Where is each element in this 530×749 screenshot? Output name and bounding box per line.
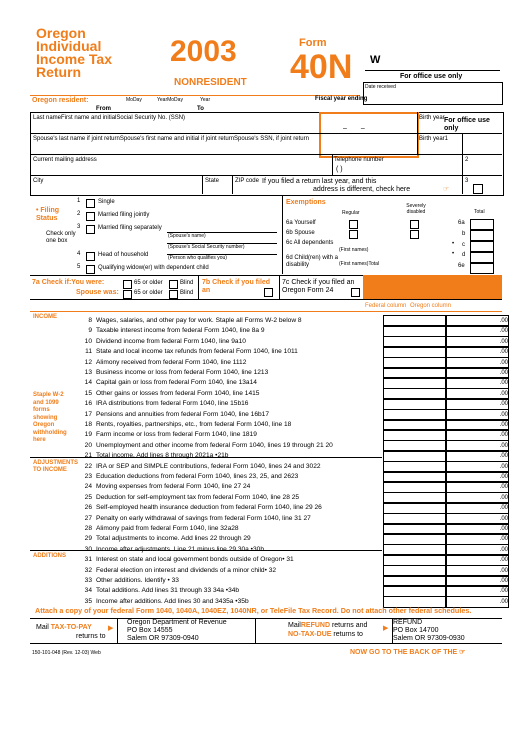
line-23	[80, 472, 298, 481]
ssn-orange-box	[319, 112, 419, 158]
line-19-amounts	[383, 429, 508, 440]
filing-bullet-icon: •	[36, 207, 41, 214]
person-qualifies-hint: (Person who qualifies you)	[168, 255, 227, 261]
oregon-amount-field[interactable]: .00	[446, 481, 509, 493]
line-number: 19	[84, 431, 92, 438]
line-text: Education deductions from federal Form 1040, lines 23, 25, and 2623	[96, 473, 299, 480]
exempt-spouse: 6b Spouse	[286, 230, 315, 236]
line-text: Federal election on interest and dividends of a minor child• 32	[96, 567, 277, 574]
oregon-amount-field[interactable]: .00	[446, 533, 509, 545]
ssn-dashes: – –	[343, 125, 371, 132]
oregon-amount-field[interactable]: .00	[446, 523, 509, 535]
line-text: Other additions. Identify • 33	[96, 577, 179, 584]
form-number: 40N	[290, 48, 353, 86]
line-text: IRA or SEP and SIMPLE contributions, federal Form 1040, lines 24 and 3022	[96, 463, 321, 470]
oregon-amount-field[interactable]: .00	[446, 367, 509, 379]
line-number: 25	[84, 494, 92, 501]
spouse-blind-checkbox[interactable]	[169, 290, 178, 299]
adjustments-section-label: ADJUSTMENTS TO INCOME	[33, 460, 79, 473]
line-text: Alimony paid from federal Form 1040, line 32a28	[96, 525, 239, 532]
line-number: 33	[84, 577, 92, 584]
mailing-address-field[interactable]: Current mailing address	[33, 157, 97, 163]
line-text: Taxable interest income from federal Form 1040, line 8a 9	[96, 327, 265, 334]
line-32	[80, 566, 276, 575]
line-text: Unemployment and other income from federal Form 1040, lines 19 through 21 20	[96, 442, 333, 449]
spouse-name-hint: (Spouse's name)	[168, 233, 206, 239]
line-26	[80, 503, 322, 512]
oregon-amount-field[interactable]: .00	[446, 429, 509, 441]
filing-head-household-checkbox[interactable]	[86, 252, 95, 261]
line-text: Dividend income from federal Form 1040, line 9a10	[96, 338, 246, 345]
oregon-amount-field[interactable]: .00	[446, 398, 509, 410]
line-8	[80, 316, 302, 325]
line-number: 14	[84, 379, 92, 386]
state-field[interactable]: State	[205, 178, 220, 184]
oregon-amount-field[interactable]: .00	[446, 388, 509, 400]
oregon-resident-label: Oregon resident:	[32, 97, 89, 104]
tax-year: 2003	[170, 35, 237, 68]
line-14-amounts	[383, 377, 508, 388]
address-change-checkbox[interactable]	[473, 184, 483, 194]
oregon-amount-field[interactable]: .00	[446, 419, 509, 431]
first-names-total-hint: (First names)Total	[339, 261, 380, 267]
oregon-amount-field[interactable]: .00	[446, 409, 509, 421]
birth-year-field[interactable]: Birth year	[419, 115, 445, 121]
date-part-2: YearMoDay	[157, 97, 183, 103]
line-number: 9	[88, 327, 92, 334]
filing-joint-checkbox[interactable]	[86, 212, 95, 221]
oregon-amount-field[interactable]: .00	[446, 461, 509, 473]
side-number-3: 3	[465, 178, 469, 184]
line-number: 22	[84, 463, 92, 470]
mail-refund: MailREFUND returns and NO-TAX-DUE returns to	[288, 622, 368, 638]
income-section-label: INCOME	[33, 314, 57, 320]
line-24	[80, 482, 250, 491]
exempt-total-a[interactable]	[470, 219, 494, 230]
attach-note: Attach a copy of your federal Form 1040, 1040A, 1040EZ, 1040NR, or TeleFile Tax Record. Do not attach other federal schedules.	[35, 606, 472, 615]
oregon-amount-field[interactable]: .00	[446, 450, 509, 462]
filing-head-household-label: Head of household	[98, 252, 149, 258]
telephone-parens: ( )	[336, 166, 343, 173]
exempt-yourself: 6a Yourself	[286, 220, 316, 226]
line-16	[80, 399, 248, 408]
line-31-amounts	[383, 554, 508, 565]
line-27	[80, 514, 311, 523]
line-number: 20	[84, 442, 92, 449]
office-use-label: For office use only	[400, 73, 463, 80]
mail-tax-to-pay: Mail TAX-TO-PAY returns to	[36, 624, 106, 640]
oregon-amount-field[interactable]: .00	[446, 315, 509, 327]
spouse-birth-year-field[interactable]: Birth year1	[419, 136, 449, 142]
oregon-amount-field[interactable]: .00	[446, 544, 509, 556]
address-change-note-2: address is different, check here	[313, 186, 411, 193]
line-35	[80, 597, 249, 606]
line-29-amounts	[383, 533, 508, 544]
go-back-note: NOW GO TO THE BACK OF THE ☞	[350, 649, 466, 656]
pay-pointer-icon: ▶	[108, 625, 114, 632]
oregon-amount-field[interactable]: .00	[446, 575, 509, 587]
line-number: 32	[84, 567, 92, 574]
you-blind-checkbox[interactable]	[169, 280, 178, 289]
office-rule	[365, 70, 500, 71]
additions-section-label: ADDITIONS	[33, 553, 66, 559]
spouse-disabled-checkbox[interactable]	[410, 230, 419, 239]
oregon-amount-field[interactable]: .00	[446, 440, 509, 452]
line-17	[80, 410, 269, 419]
line-text: Capital gain or loss from federal Form 1040, line 13a14	[96, 379, 257, 386]
filing-widow-label: Qualifying widow(er) with dependent child	[98, 265, 209, 271]
exempt-total-d[interactable]	[470, 252, 494, 263]
yourself-regular-checkbox[interactable]	[349, 220, 358, 229]
line-number: 12	[84, 359, 92, 366]
filing-single-label: Single	[98, 199, 115, 205]
line-text: Moving expenses from federal Form 1040, line 27 24	[96, 483, 251, 490]
line-31	[80, 555, 294, 564]
line-34	[80, 586, 239, 595]
exempt-dependents: 6c All dependents	[286, 240, 334, 246]
orange-block	[363, 275, 502, 299]
line-21-amounts	[383, 450, 508, 461]
for-office-label: For office use only	[444, 117, 490, 132]
line-25	[80, 493, 299, 502]
line-9	[80, 326, 265, 335]
telephone-field[interactable]: Telephone number	[334, 157, 384, 163]
oregon-amount-field[interactable]: .00	[446, 596, 509, 608]
line-26-amounts	[383, 502, 508, 513]
line-text: Interest on state and local government bonds outside of Oregon• 31	[96, 556, 294, 563]
line-18	[80, 420, 291, 429]
go-back-pointer-icon: ☞	[459, 649, 466, 656]
check-if-label: 7a Check if:You were:	[32, 279, 105, 286]
refund-address: REFUND PO Box 14700 Salem OR 97309-0930	[393, 619, 465, 642]
oregon-amount-field[interactable]: .00	[446, 502, 509, 514]
line-number: 24	[84, 483, 92, 490]
line-text: Income after additions. Add lines 30 and 3435a •35b	[96, 598, 249, 605]
line-12	[80, 358, 246, 367]
filing-check-note: Check only one box	[46, 231, 76, 244]
check-7c-label: 7c Check if you filed an Oregon Form 24	[282, 279, 355, 294]
line-number: 18	[84, 421, 92, 428]
line-text: State and local income tax refunds from federal Form 1040, line 1011	[96, 348, 298, 355]
line-text: Farm income or loss from federal Form 1040, line 1819	[96, 431, 257, 438]
address-change-note-1: If you filed a return last year, and this	[262, 178, 377, 185]
line-16-amounts	[383, 398, 508, 409]
total-col-label: Total	[474, 209, 485, 215]
line-number: 21	[84, 452, 92, 459]
line-text: Total additions. Add lines 31 through 33 34a •34b	[96, 587, 240, 594]
line-number: 34	[84, 587, 92, 594]
oregon-column-label: Oregon column	[410, 303, 452, 309]
line-text: Self-employed health insurance deduction from federal Form 1040, line 29 26	[96, 504, 322, 511]
check-7c-checkbox[interactable]	[351, 288, 360, 297]
line-13	[80, 368, 268, 377]
filing-single-checkbox[interactable]	[86, 199, 95, 208]
filing-status-label: • Filing Status	[36, 207, 60, 222]
line-number: 16	[84, 400, 92, 407]
refund-pointer-icon: ▶	[383, 625, 389, 632]
oregon-amount-field[interactable]: .00	[446, 471, 509, 483]
line-number: 27	[84, 515, 92, 522]
line-10	[80, 337, 246, 346]
line-number: 23	[84, 473, 92, 480]
line-number: 31	[84, 556, 92, 563]
line-29	[80, 534, 251, 543]
line-text: Wages, salaries, and other pay for work. Staple all Forms W-2 below 8	[96, 317, 302, 324]
line-text: Deduction for self-employment tax from federal Form 1040, line 28 25	[96, 494, 300, 501]
dept-address: Oregon Department of Revenue PO Box 14555 Salem OR 97309-0940	[127, 619, 227, 642]
exempt-total-b[interactable]	[470, 230, 494, 241]
line-text: Other gains or losses from federal Form 1040, line 1415	[96, 390, 260, 397]
line-text: IRA distributions from federal Form 1040, line 15b16	[96, 400, 249, 407]
oregon-amount-field[interactable]: .00	[446, 513, 509, 525]
spouse-65-checkbox[interactable]	[123, 290, 132, 299]
line-33	[80, 576, 179, 585]
oregon-amount-field[interactable]: .00	[446, 357, 509, 369]
date-received-label: Date received	[365, 84, 396, 90]
line-21	[80, 451, 228, 460]
fiscal-year-label: Fiscal year ending	[315, 96, 368, 102]
filing-joint-label: Married filing jointly	[98, 212, 150, 218]
line-number: 8	[88, 317, 92, 324]
side-number-2: 2	[465, 157, 469, 163]
date-part-1: MoDay	[126, 97, 142, 103]
oregon-amount-field[interactable]: .00	[446, 346, 509, 358]
exempt-total-c[interactable]	[470, 241, 494, 252]
line-9-amounts	[383, 325, 508, 336]
line-number: 26	[84, 504, 92, 511]
filing-widow-checkbox[interactable]	[86, 265, 95, 274]
line-text: Total adjustments to income. Add lines 22 through 29	[96, 535, 251, 542]
dependents-bullet: •	[452, 241, 455, 247]
line-text: Alimony received from federal Form 1040, line 1112	[96, 359, 247, 366]
line-number: 13	[84, 369, 92, 376]
spouse-ssn-hint: (Spouse's Social Security number)	[168, 244, 245, 250]
from-label: From	[96, 106, 111, 112]
line-34-amounts	[383, 585, 508, 596]
check-7b-checkbox[interactable]	[264, 288, 273, 297]
line-text: Pensions and annuities from federal Form 1040, line 16b17	[96, 411, 270, 418]
city-field[interactable]: City	[33, 178, 44, 184]
line-19	[80, 430, 257, 439]
oregon-amount-field[interactable]: .00	[446, 336, 509, 348]
last-name-field[interactable]: Last nameFirst name and initialSocial Security No. (SSN)	[33, 115, 186, 121]
oregon-amount-field[interactable]: .00	[446, 585, 509, 597]
severely-col-label: Severely disabled	[406, 203, 426, 215]
line-14	[80, 378, 257, 387]
line-number: 30	[84, 546, 92, 553]
line-text: Total income. Add lines 8 through 2021a •21b	[96, 452, 229, 459]
line-28	[80, 524, 239, 533]
filing-separate-checkbox[interactable]	[86, 225, 95, 234]
line-number: 29	[84, 535, 92, 542]
line-24-amounts	[383, 481, 508, 492]
w-mark: W	[370, 54, 381, 66]
line-number: 11	[85, 348, 92, 355]
check-7b-label: 7b Check if you filed an	[202, 279, 271, 294]
line-number: 10	[84, 338, 92, 345]
line-text: Penalty on early withdrawal of savings from federal Form 1040, line 31 27	[96, 515, 311, 522]
line-number: 15	[84, 390, 92, 397]
form-label: Form	[299, 37, 327, 49]
line-text: Income after adjustments. Line 21 minus line 29 30a •30b	[96, 546, 264, 553]
disability-bullet: •	[452, 251, 455, 257]
form-id: 150-101-048 (Rev. 12-03) Web	[32, 650, 101, 656]
oregon-amount-field[interactable]: .00	[446, 492, 509, 504]
spouse-was-label: Spouse was:	[76, 289, 119, 296]
spouse-regular-checkbox[interactable]	[349, 230, 358, 239]
line-22	[80, 462, 321, 471]
filing-separate-label: Married filing separately	[98, 225, 162, 231]
exemptions-title: Exemptions	[286, 199, 326, 206]
regular-col-label: Regular	[342, 210, 360, 216]
staple-note: Staple W-2 and 1099 forms showing Oregon withholding here	[33, 392, 67, 443]
line-text: Business income or loss from federal Form 1040, line 1213	[96, 369, 269, 376]
oregon-amount-field[interactable]: .00	[446, 565, 509, 577]
line-text: Rents, royalties, partnerships, etc., from federal Form 1040, line 18	[96, 421, 292, 428]
line-11	[80, 347, 298, 356]
oregon-amount-field[interactable]: .00	[446, 377, 509, 389]
line-number: 17	[84, 411, 92, 418]
line-20	[80, 441, 333, 450]
yourself-disabled-checkbox[interactable]	[410, 220, 419, 229]
exempt-disability: 6d Child(ren) with a disability	[286, 255, 339, 268]
line-30	[80, 545, 264, 554]
you-65-checkbox[interactable]	[123, 280, 132, 289]
line-15	[80, 389, 259, 398]
zip-field[interactable]: ZIP code	[235, 178, 259, 184]
to-label: To	[197, 106, 204, 112]
federal-column-label: Federal column	[365, 303, 407, 309]
oregon-amount-field[interactable]: .00	[446, 325, 509, 337]
line-11-amounts	[383, 346, 508, 357]
date-part-3: Year	[200, 97, 211, 103]
oregon-amount-field[interactable]: .00	[446, 554, 509, 566]
header-rule	[30, 95, 360, 96]
form-title: Oregon Individual Income Tax Return	[36, 25, 112, 80]
pointer-icon: ☞	[443, 186, 450, 193]
spouse-name-field[interactable]: Spouse's last name if joint returnSpouse's first name and initial if joint returnSpouse's SSN, if joint return	[33, 136, 309, 142]
nonresident-label: NONRESIDENT	[174, 77, 247, 88]
line-number: 35	[84, 598, 92, 605]
first-names-hint: (First names)	[339, 247, 369, 253]
exempt-total-e[interactable]	[470, 263, 494, 274]
line-number: 28	[84, 525, 92, 532]
